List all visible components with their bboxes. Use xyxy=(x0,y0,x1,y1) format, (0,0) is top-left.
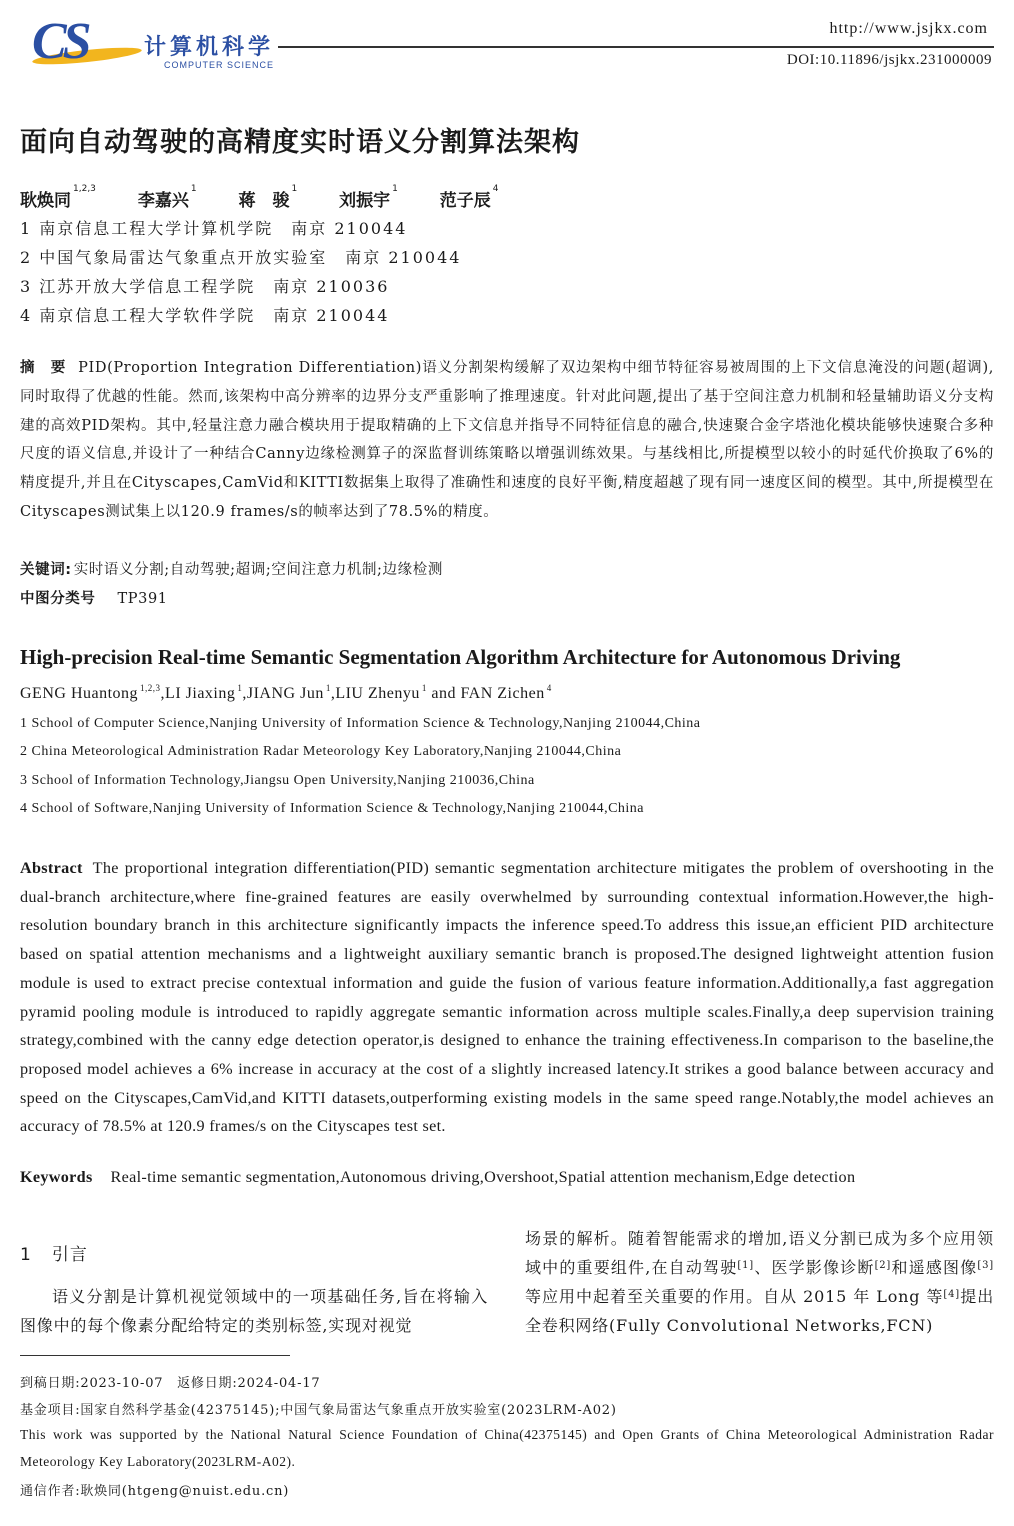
paper-page xyxy=(20,0,994,1499)
en-keywords-label: Keywords xyxy=(20,1168,93,1186)
journal-logo xyxy=(32,13,282,76)
cn-author: 刘振宇$^1$ xyxy=(339,184,398,211)
cn-abstract-label: 摘 要 xyxy=(20,360,67,376)
journal-name-en: COMPUTER SCIENCE xyxy=(164,60,275,70)
cn-classification xyxy=(20,587,168,608)
body-column-right xyxy=(525,1224,994,1340)
en-title: High-precision Real-time Semantic Segmentation Algorithm Architecture for Autonomous Driving xyxy=(20,645,901,669)
cn-abstract xyxy=(20,354,994,527)
citation-link[interactable]: [2] xyxy=(874,1260,892,1271)
en-affiliation: 1 School of Computer Science,Nanjing University of Information Science & Technology,Nanjing 210044,China xyxy=(20,716,701,731)
en-affiliation: 4 School of Software,Nanjing University of Information Science & Technology,Nanjing 210044,China xyxy=(20,801,645,816)
cn-authors xyxy=(20,186,535,211)
body-column-left xyxy=(20,1282,488,1340)
cn-affiliation: 3 江苏开放大学信息工程学院 南京 210036 xyxy=(20,277,390,296)
en-keywords xyxy=(20,1168,855,1187)
citation-link[interactable]: [1] xyxy=(737,1260,754,1271)
section-title: 引言 xyxy=(51,1245,88,1265)
cn-author: 耿焕同$^{1,2,3}$ xyxy=(20,184,96,211)
cn-affiliation: 2 中国气象局雷达气象重点开放实验室 南京 210044 xyxy=(20,248,462,267)
cn-affiliation: 4 南京信息工程大学软件学院 南京 210044 xyxy=(20,306,390,325)
logo-mark: CS xyxy=(32,13,88,70)
cn-title: 面向自动驾驶的高精度实时语义分割算法架构 xyxy=(20,127,580,158)
journal-url[interactable]: http://www.jsjkx.com xyxy=(829,20,988,37)
cn-affiliation: 1 南京信息工程大学计算机学院 南京 210044 xyxy=(20,219,408,238)
body-paragraph: 场景的解析。随着智能需求的增加,语义分割已成为多个应用领域中的重要组件,在自动驾驶[1]、医学影像诊断[2]和遥感图像[3]等应用中起着至关重要的作用。自从 2015 年 Long 等[4]提出全卷积网络(Fully Convolutional Networks,FCN) xyxy=(525,1229,994,1335)
journal-name-cn: 计算机科学 xyxy=(144,35,275,60)
en-abstract xyxy=(20,854,994,1141)
en-abstract-label: Abstract xyxy=(20,859,83,877)
en-affiliation: 2 China Meteorological Administration Radar Meteorology Key Laboratory,Nanjing 210044,China xyxy=(20,744,622,759)
footnote-fund: 基金项目:国家自然科学基金(42375145);中国气象局雷达气象重点开放实验室(2023LRM-A02) xyxy=(20,1403,617,1418)
citation-link[interactable]: [3] xyxy=(977,1260,994,1271)
en-authors: GENG Huantong $^{1,2,3}$,LI Jiaxing $^1$,JIANG Jun $^1$,LIU Zhenyu $^1$ and FAN Zichen $^4$ xyxy=(20,683,552,702)
body-paragraph: 语义分割是计算机视觉领域中的一项基础任务,旨在将输入图像中的每个像素分配给特定的类别标签,实现对视觉 xyxy=(20,1287,488,1335)
footnote-rule xyxy=(20,1355,290,1356)
cn-abstract-text: PID(Proportion Integration Differentiation)语义分割架构缓解了双边架构中细节特征容易被周围的上下文信息淹没的问题(超调),同时取得了优越的性能。然而,该架构中高分辨率的边界分支严重影响了推理速度。针对此问题,提出了基于空间注意力机制和轻量辅助语义分支构建的高效PID架构。其中,轻量注意力融合模块用于提取精确的上下文信息并指导不同特征信息的融合,快速聚合金字塔池化模块能够快速聚合多种尺度的语义信息,并设计了一种结合Canny边缘检测算子的深监督训练策略以增强训练效果。与基线相比,所提模型以较小的时延代价换取了6%的精度提升,并且在Cityscapes,CamVid和KITTI数据集上取得了准确性和速度的良好平衡,精度超越了现有同一速度区间的模型。其中,所提模型在Cityscapes测试集上以120.9 frames/s的帧率达到了78.5%的精度。 xyxy=(20,360,994,520)
cn-keywords-label: 关键词: xyxy=(20,562,72,578)
cn-keywords xyxy=(20,558,443,579)
doi: DOI:10.11896/jsjkx.231000009 xyxy=(786,52,992,68)
section-heading xyxy=(20,1240,88,1265)
header-rule xyxy=(278,46,994,48)
section-number: 1 xyxy=(20,1245,32,1265)
cn-class-value: TP391 xyxy=(117,591,168,607)
cn-keywords-text: 实时语义分割;自动驾驶;超调;空间注意力机制;边缘检测 xyxy=(73,562,443,578)
cn-author: 蒋 骏$^1$ xyxy=(238,184,298,211)
citation-link[interactable]: [4] xyxy=(943,1289,960,1300)
cn-author: 李嘉兴$^1$ xyxy=(137,184,197,211)
footnote-dates: 到稿日期:2023-10-07 返修日期:2024-04-17 xyxy=(20,1376,321,1391)
cn-author: 范子辰$^4$ xyxy=(439,184,499,211)
en-keywords-text: Real-time semantic segmentation,Autonomous driving,Overshoot,Spatial attention mechanism,Edge detection xyxy=(110,1168,856,1186)
footnote-corresponding-author: 通信作者:耿焕同(htgeng@nuist.edu.cn) xyxy=(20,1484,290,1499)
en-abstract-text: The proportional integration differentiation(PID) semantic segmentation architecture mitigates the problem of overshooting in the dual-branch architecture,where fine-grained features are easily overwhelmed by surrounding contextual information.However,the high-resolution boundary branch in this architecture significantly impacts the inference speed.To address this issue,an efficient PID architecture based on spatial attention mechanisms and a lightweight auxiliary semantic branch is proposed.The designed lightweight attention fusion module is used to extract precise contextual information and guide the fusion of various feature information.Additionally,a fast aggregation pyramid pooling module is introduced to rapidly aggregate semantic information across multiple scales.Finally,a deep supervision training strategy,combined with the canny edge detection operator,is designed to enhance the training effectiveness.In comparison to the baseline,the proposed model achieves a 6% increase in accuracy at the cost of a slightly increased latency.It strikes a good balance between accuracy and speed on the Cityscapes,CamVid,and KITTI datasets,outperforming existing models in the same speed range.Notably,the model achieves an accuracy of 78.5% at 120.9 frames/s on the Cityscapes test set. xyxy=(20,859,994,1136)
journal-header xyxy=(20,0,994,90)
en-affiliation: 3 School of Information Technology,Jiangsu Open University,Nanjing 210036,China xyxy=(20,773,535,788)
cn-class-label: 中图分类号 xyxy=(20,591,96,607)
footnote-fund-en: This work was supported by the National Natural Science Foundation of China(42375145) and Open Grants of China Meteorological Administration Radar Meteorology Key Laboratory(2023LRM-A02). xyxy=(20,1427,994,1469)
